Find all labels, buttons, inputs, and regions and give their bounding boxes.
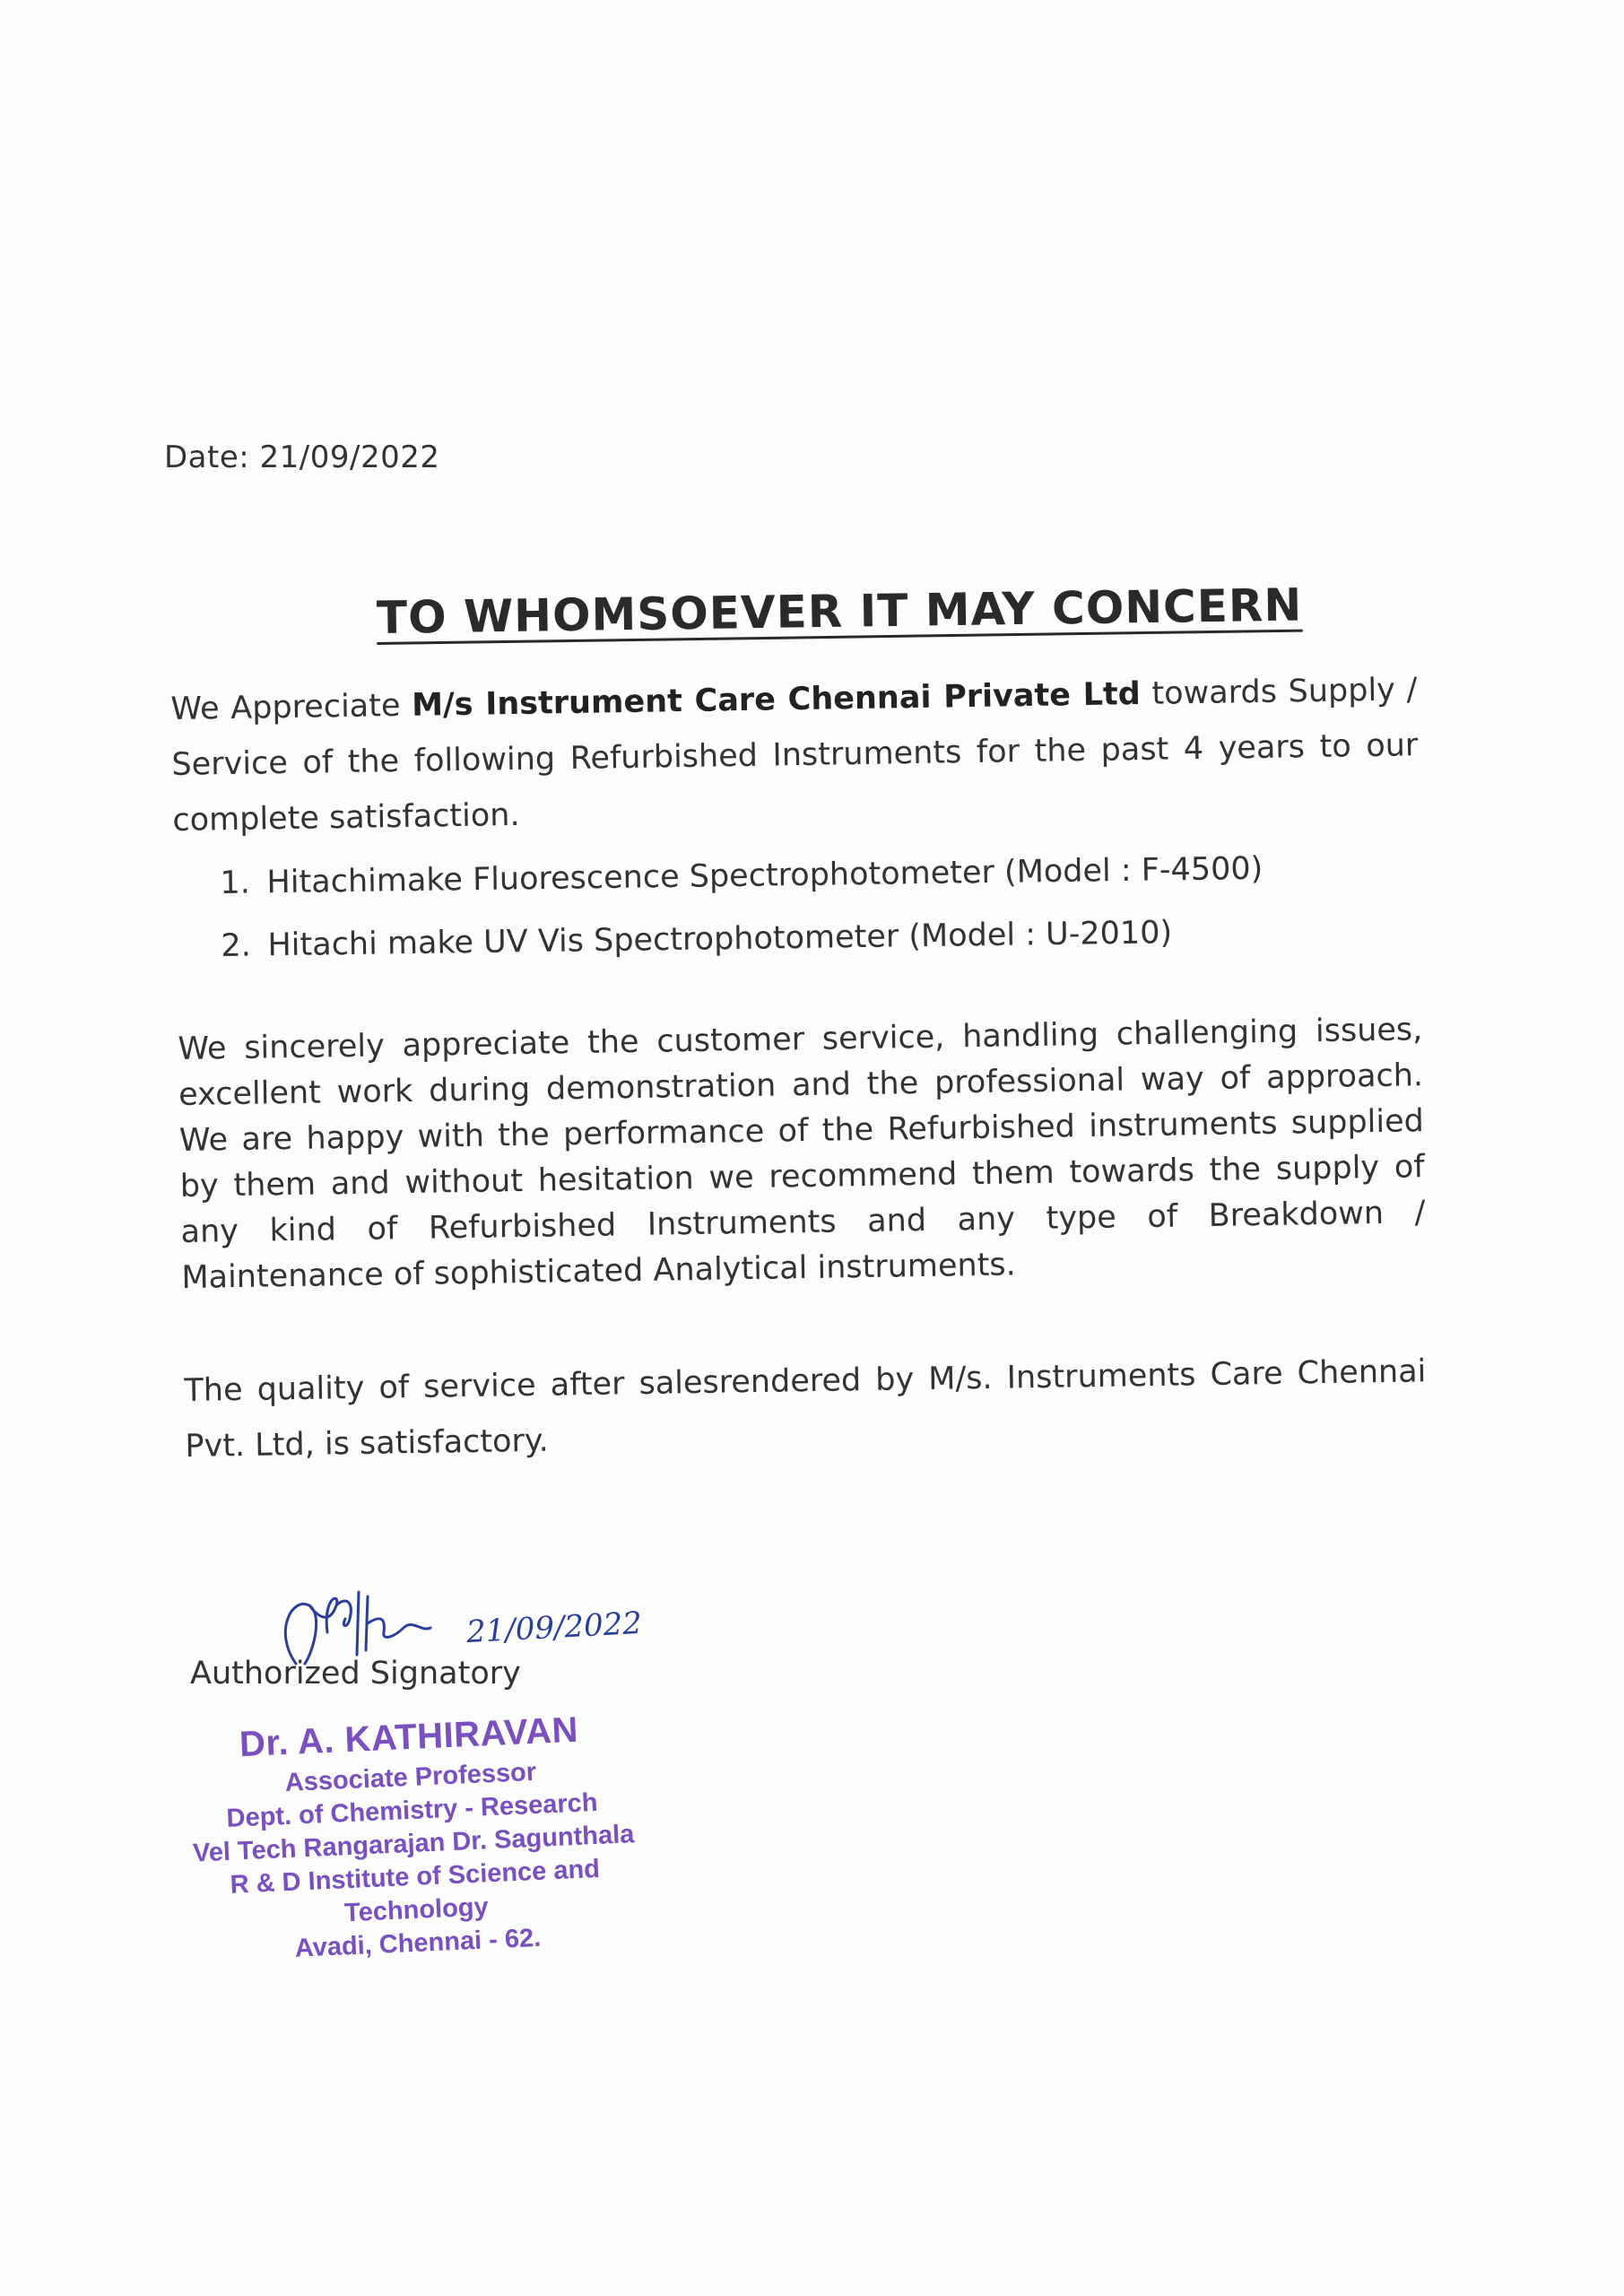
paragraph-text: We Appreciate xyxy=(170,687,413,727)
quality-paragraph: The quality of service after salesrendered by M/s. Instruments Care Chennai Pvt. Ltd, is satisfactory. xyxy=(184,1353,1427,1465)
stamp-department: Dept. of Chemistry - Research xyxy=(225,1787,599,1833)
list-item-text: Hitachimake Fluorescence Spectrophotometer (Model : F-4500) xyxy=(266,850,1264,901)
official-stamp xyxy=(148,1706,678,1971)
signature-date: 21/09/2022 xyxy=(465,1605,643,1651)
list-item-number: 1. xyxy=(220,865,251,901)
stamp-institution-line2: R & D Institute of Science and Technology xyxy=(230,1854,601,1928)
stamp-designation: Associate Professor xyxy=(284,1757,537,1798)
stamp-address: Avadi, Chennai - 62. xyxy=(294,1923,542,1963)
letter-date: Date: 21/09/2022 xyxy=(164,439,440,475)
stamp-name: Dr. A. KATHIRAVAN xyxy=(239,1709,579,1765)
authorized-signatory-label: Authorized Signatory xyxy=(190,1656,521,1692)
paragraph-text: towards Supply / Service of the following Refurbished Instruments for the past 4 years to our complete satisfaction. xyxy=(171,672,1419,839)
appreciation-paragraph xyxy=(170,662,1420,848)
stamp-institution: Vel Tech Rangarajan Dr. Sagunthala xyxy=(192,1820,635,1868)
recommendation-paragraph: We sincerely appreciate the customer service, handling challenging issues, excellent work during demonstration and the professional way of approach. We are happy with the performance of the Refurbished instruments supplied by them and without hesitation we recommend them towards the supply of any kind of Refurbished Instruments and any type of Breakdown / Maintenance of sophisticated Analytical instruments. xyxy=(178,1012,1426,1296)
list-item-text: Hitachi make UV Vis Spectrophotometer (Model : U-2010) xyxy=(267,915,1173,964)
list-item-number: 2. xyxy=(221,927,252,964)
instrument-list xyxy=(220,837,1298,978)
company-name: M/s Instrument Care Chennai Private Ltd xyxy=(411,676,1142,724)
letter-heading: TO WHOMSOEVER IT MAY CONCERN xyxy=(376,578,1303,644)
